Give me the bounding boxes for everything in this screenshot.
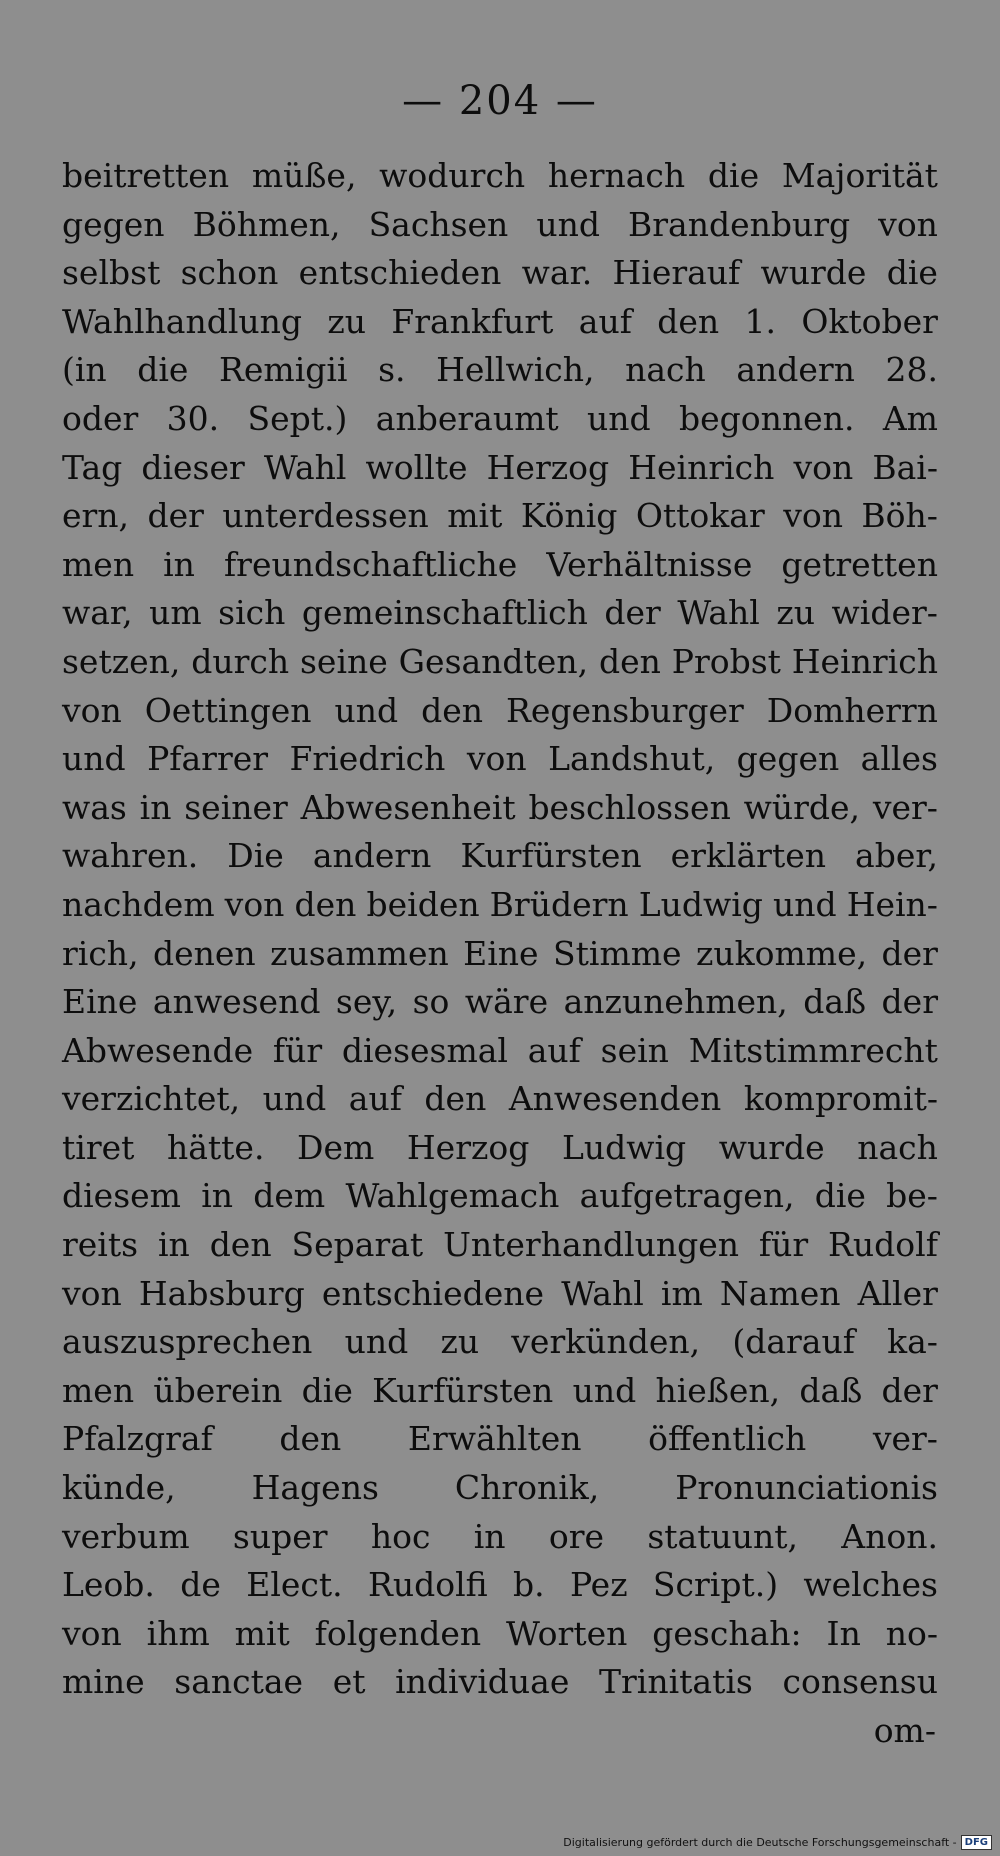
text-line: von ihm mit folgenden Worten geschah: In no-	[62, 1613, 938, 1653]
text-line: selbst schon entschieden war. Hierauf wurde die	[62, 253, 938, 293]
credit-text: Digitalisierung gefördert durch die Deutsche Forschungsgemeinschaft -	[563, 1836, 957, 1849]
text-line: men in freundschaftliche Verhältnisse getretten	[62, 544, 938, 584]
text-line: verbum super hoc in ore statuunt, Anon.	[62, 1516, 938, 1556]
dfg-logo: DFG	[961, 1835, 992, 1850]
text-line: Pfalzgraf den Erwählten öffentlich ver-	[62, 1419, 938, 1459]
text-line: men überein die Kurfürsten und hießen, daß der	[62, 1370, 938, 1410]
text-line: war, um sich gemeinschaftlich der Wahl zu wider-	[62, 593, 938, 633]
text-line: Leob. de Elect. Rudolfi b. Pez Script.) welches	[62, 1565, 938, 1605]
catchword: om-	[873, 1711, 936, 1750]
body-text	[62, 152, 938, 1756]
text-line: Eine anwesend sey, so wäre anzunehmen, daß der	[62, 982, 938, 1022]
text-line: auszusprechen und zu verkünden, (darauf ka-	[62, 1322, 938, 1362]
text-line: reits in den Separat Unterhandlungen für Rudolf	[62, 1225, 938, 1265]
text-line: beitretten müße, wodurch hernach die Majorität	[62, 156, 938, 195]
text-line: künde, Hagens Chronik, Pronunciationis	[62, 1468, 938, 1508]
text-line: rich, denen zusammen Eine Stimme zukomme, der	[62, 933, 938, 973]
digitization-credit	[563, 1835, 992, 1850]
text-line: diesem in dem Wahlgemach aufgetragen, die be-	[62, 1176, 938, 1216]
text-line: was in seiner Abwesenheit beschlossen würde, ver-	[62, 787, 938, 827]
text-line: wahren. Die andern Kurfürsten erklärten aber,	[62, 836, 938, 876]
text-line: Abwesende für diesesmal auf sein Mitstimmrecht	[62, 1030, 938, 1070]
text-line: oder 30. Sept.) anberaumt und begonnen. Am	[62, 398, 938, 438]
page-number-header: — 204 —	[402, 78, 598, 124]
text-line: nachdem von den beiden Brüdern Ludwig und Hein-	[62, 884, 938, 924]
text-line: von Habsburg entschiedene Wahl im Namen Aller	[62, 1273, 938, 1313]
text-line: tiret hätte. Dem Herzog Ludwig wurde nach	[62, 1127, 938, 1167]
text-line: ern, der unterdessen mit König Ottokar von Böh-	[62, 496, 938, 536]
text-line: von Oettingen und den Regensburger Domherrn	[62, 690, 938, 730]
text-line: Tag dieser Wahl wollte Herzog Heinrich von Bai-	[62, 447, 938, 487]
text-line: Wahlhandlung zu Frankfurt auf den 1. Oktober	[62, 301, 938, 341]
text-line: verzichtet, und auf den Anwesenden kompromit-	[62, 1079, 938, 1119]
text-line: gegen Böhmen, Sachsen und Brandenburg von	[62, 204, 938, 244]
text-line: setzen, durch seine Gesandten, den Probst Heinrich	[62, 641, 938, 681]
text-line: (in die Remigii s. Hellwich, nach andern 28.	[62, 350, 938, 390]
text-line: mine sanctae et individuae Trinitatis consensu	[62, 1662, 938, 1702]
text-line: und Pfarrer Friedrich von Landshut, gegen alles	[62, 739, 938, 779]
